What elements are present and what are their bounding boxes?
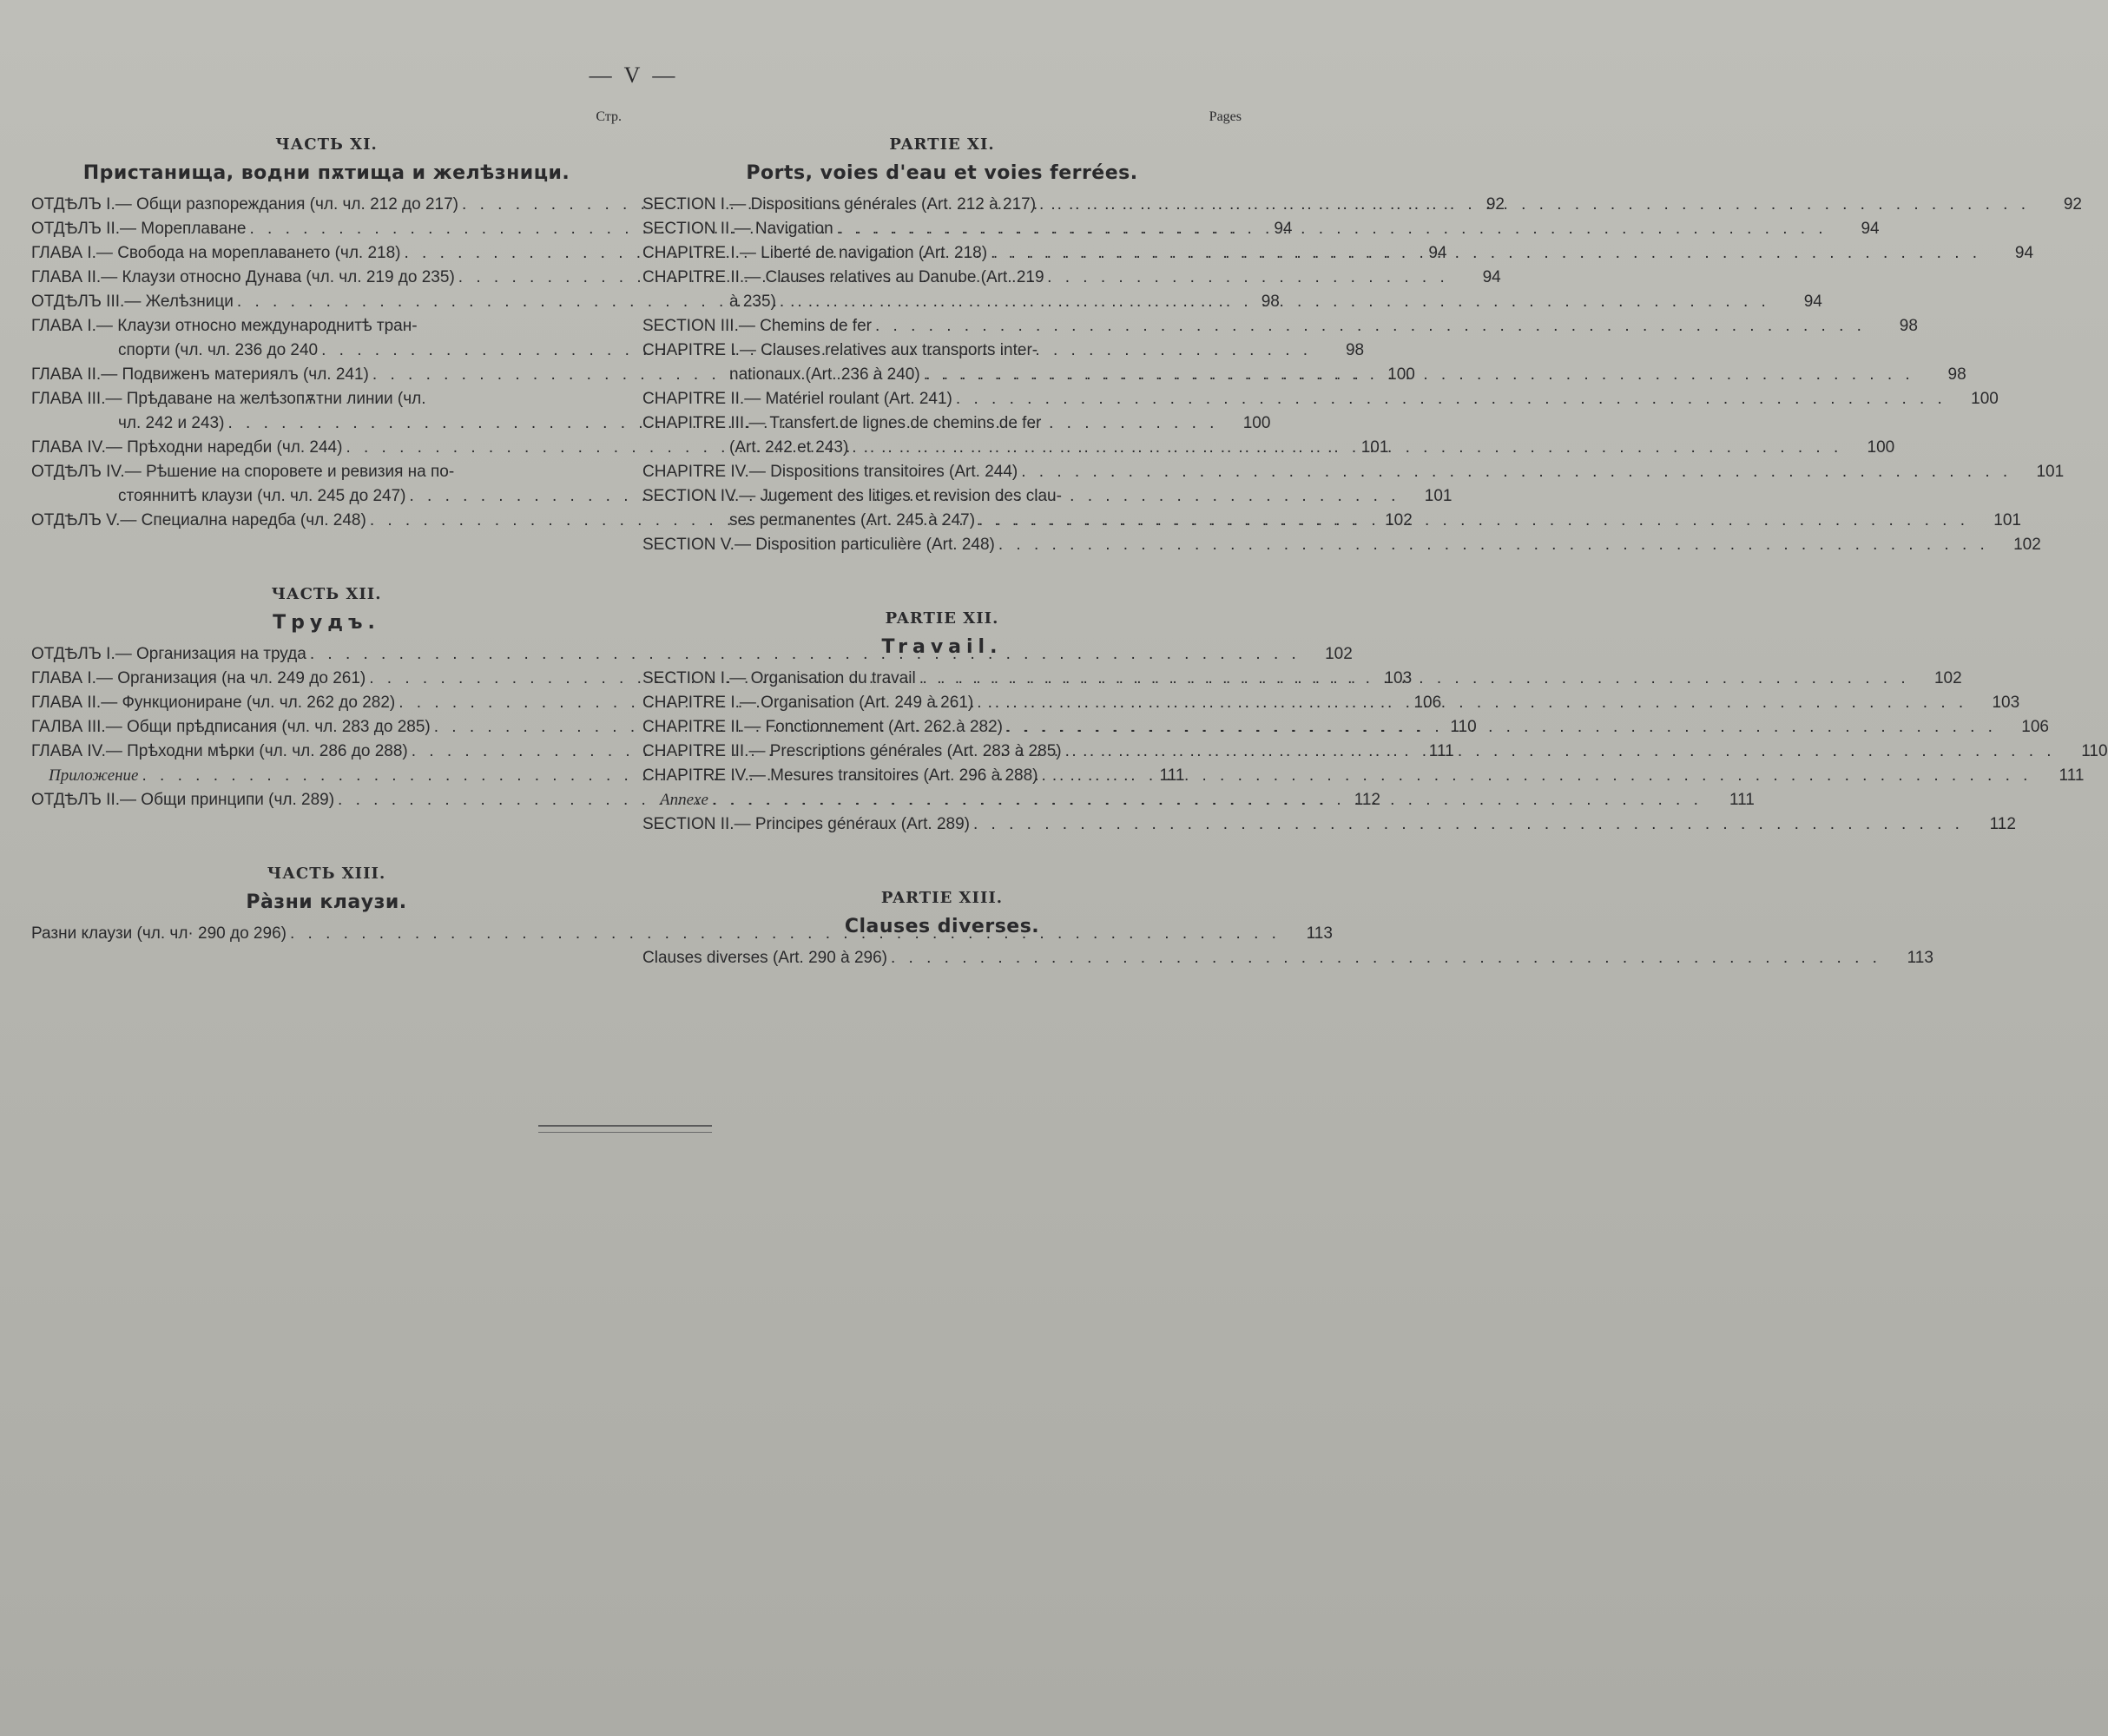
- toc-entry: [642, 764, 2085, 788]
- toc-entry-label: ГЛАВА I.: [31, 317, 96, 335]
- toc-entry-title: — Общи разпореждания (чл. чл. 212 до 217): [115, 195, 459, 214]
- toc-entry-page: 101: [1360, 438, 1389, 457]
- toc-entry-title: чл. 242 и 243): [118, 414, 225, 432]
- dot-leader: [1041, 764, 2032, 788]
- part-heading: ЧАСТЬ XI.: [275, 135, 378, 154]
- toc-entry-page: 101: [1424, 487, 1453, 505]
- toc-entry-page: 94: [1274, 220, 1293, 238]
- toc-entry-label: Annexe: [660, 791, 708, 809]
- toc-entry: [642, 266, 1242, 290]
- toc-entry-label: CHAPITRE III.: [642, 414, 749, 432]
- toc-entry: [642, 946, 1933, 970]
- toc-entry-label: ГЛАВА II.: [31, 365, 102, 384]
- toc-entry-label: ГЛАВА IV.: [31, 438, 106, 457]
- toc-entry-label: CHAPITRE I.: [642, 341, 740, 359]
- toc-entry: [642, 217, 1880, 241]
- toc-entry-label: ГЛАВА III.: [31, 390, 106, 408]
- toc-entry-label: SECTION I.: [642, 669, 730, 687]
- toc-entry-title: — Dispositions générales (Art. 212 à 217): [729, 195, 1037, 214]
- toc-entry-label: ГАЛВА III.: [31, 718, 106, 736]
- toc-entry-title: — Мореплаване: [120, 220, 247, 238]
- toc-entry-title: — Principes généraux (Art. 289): [734, 815, 970, 833]
- pages-header: Pages: [1209, 109, 1242, 124]
- toc-entry-page: 112: [1354, 791, 1380, 809]
- toc-entry-page: 100: [1242, 414, 1271, 432]
- toc-entry-title: — Рѣшение на споровете и ревизия на по-: [124, 463, 455, 481]
- toc-entry-label: CHAPITRE II.: [642, 268, 745, 286]
- part-heading: ЧАСТЬ XIII.: [267, 865, 386, 883]
- toc-entry-page: 110: [2081, 742, 2108, 760]
- dot-leader: [852, 436, 1842, 460]
- toc-entry-page: 101: [2036, 463, 2065, 481]
- toc-entry-page: 110: [1450, 718, 1477, 736]
- toc-entry-label: CHAPITRE I.: [642, 694, 740, 712]
- toc-entry-title: — Желѣзници: [124, 293, 234, 311]
- toc-entry-label: ГЛАВА II.: [31, 694, 102, 712]
- toc-entry-page: 94: [2014, 244, 2034, 262]
- part-title: Трудъ.: [273, 612, 380, 634]
- page-number: — V —: [589, 62, 679, 88]
- toc-entry-title: — Fonctionnement (Art. 262 à 282): [744, 718, 1004, 736]
- toc-entry-title: — Navigation: [734, 220, 833, 238]
- toc-entry-title: — Chemins de fer: [738, 317, 872, 335]
- toc-entry-title: — Liberté de navigation (Art. 218): [739, 244, 988, 262]
- toc-entry-label: ОТДѢЛЪ I.: [31, 645, 115, 663]
- toc-entry-page: 111: [1428, 742, 1454, 760]
- toc-entry-title: стояннитѣ клаузи (чл. чл. 245 до 247): [118, 487, 406, 505]
- toc-entry-label: ОТДѢЛЪ V.: [31, 511, 121, 529]
- toc-list: [642, 946, 1933, 970]
- toc-entry-title: — Jugement des litiges et revision des clau-: [739, 487, 1062, 505]
- toc-entry: [642, 387, 1999, 411]
- toc-entry-page: 98: [1947, 365, 1966, 384]
- toc-entry-title: — Clauses relatives aux transports inter-: [739, 341, 1038, 359]
- dot-leader: [780, 290, 1770, 314]
- toc-entry-title: — Клаузи относно международнитѣ тран-: [96, 317, 418, 335]
- part-heading: PARTIE XI.: [889, 135, 995, 154]
- toc-entry-title: — Организация (на чл. 249 до 261): [96, 669, 366, 687]
- toc-entry: [642, 339, 1242, 363]
- toc-entry-label: SECTION V.: [642, 536, 735, 554]
- toc-entry-page: 92: [1485, 195, 1505, 214]
- toc-entry: [642, 411, 1242, 436]
- toc-entry-label: CHAPITRE I.: [642, 244, 740, 262]
- toc-entry-title: à 235): [729, 293, 776, 311]
- toc-entry-label: SECTION III.: [642, 317, 739, 335]
- toc-entry-label: CHAPITRE II.: [642, 718, 745, 736]
- toc-entry-page: 102: [1933, 669, 1962, 687]
- part-title: Clauses diverses.: [844, 916, 1040, 937]
- part-title: Ports, voies d'eau et voies ferrées.: [746, 162, 1138, 184]
- toc-entry-label: ОТДѢЛЪ II.: [31, 791, 121, 809]
- toc-entry-title: — Dispositions transitoires (Art. 244): [748, 463, 1018, 481]
- toc-entry-title: — Общи прѣдписания (чл. чл. 283 до 285): [105, 718, 431, 736]
- part-title: Travail.: [881, 636, 1003, 658]
- dot-leader: [1006, 715, 1997, 740]
- toc-entry: [31, 387, 622, 411]
- dot-leader: [891, 946, 1881, 970]
- toc-entry-label: ОТДѢЛЪ III.: [31, 293, 125, 311]
- toc-entry-page: 94: [1861, 220, 1880, 238]
- toc-entry-page: 100: [1971, 390, 1999, 408]
- toc-entry-page: 98: [1345, 341, 1365, 359]
- toc-entry-page: 103: [1384, 669, 1413, 687]
- dot-leader: [1039, 193, 2030, 217]
- toc-entry-page: 111: [1159, 766, 1185, 785]
- toc-entry-title: спорти (чл. чл. 236 до 240: [118, 341, 319, 359]
- toc-entry-page: 111: [1729, 791, 1755, 809]
- toc-entry-title: — Специална наредба (чл. 248): [120, 511, 366, 529]
- toc-entry-page: 106: [1413, 694, 1442, 712]
- dot-leader: [956, 387, 1947, 411]
- toc-entry-page: 103: [1992, 694, 2020, 712]
- toc-entry-title: — Prescriptions générales (Art. 283 à 285): [748, 742, 1062, 760]
- dot-leader: [998, 533, 1989, 557]
- toc-entry-page: 100: [1387, 365, 1415, 384]
- toc-entry: [642, 460, 2065, 484]
- dot-leader: [924, 363, 1914, 387]
- toc-entry-label: ОТДѢЛЪ II.: [31, 220, 121, 238]
- toc-entry: [31, 460, 622, 484]
- toc-entry-page: 112: [1989, 815, 2016, 833]
- toc-entry-title: — Transfert de lignes de chemins de fer: [748, 414, 1042, 432]
- toc-entry-title: nationaux (Art. 236 à 240): [729, 365, 920, 384]
- toc-entry: [642, 812, 2016, 837]
- dot-leader: [977, 691, 1967, 715]
- toc-list: [642, 193, 2082, 557]
- toc-entry-label: CHAPITRE III.: [642, 742, 749, 760]
- toc-entry-title: (Art. 242 et 243): [729, 438, 849, 457]
- toc-entry-label: CHAPITRE IV.: [642, 463, 749, 481]
- part-title: Пристанища, водни пѫтища и желѣзници.: [82, 162, 570, 184]
- dot-leader: [837, 217, 1828, 241]
- toc-entry-page: 102: [2013, 536, 2041, 554]
- toc-entry-label: ГЛАВА I.: [31, 669, 96, 687]
- toc-entry-label: SECTION II.: [642, 815, 735, 833]
- toc-entry-page: 113: [1907, 949, 1933, 967]
- toc-entry-title: — Подвиженъ материялъ (чл. 241): [101, 365, 369, 384]
- toc-entry: [642, 241, 2034, 266]
- toc-entry-title: — Прѣходни мѣрки (чл. чл. 286 до 288): [105, 742, 408, 760]
- toc-entry-label: SECTION IV.: [642, 487, 740, 505]
- toc-entry-page: 106: [2021, 718, 2049, 736]
- toc-list: [642, 667, 2108, 837]
- toc-entry-label: Приложение: [49, 766, 139, 785]
- toc-entry-page: 98: [1261, 293, 1280, 311]
- toc-entry-title: — Свобода на мореплаването (чл. 218): [96, 244, 401, 262]
- toc-entry-page: 92: [2063, 195, 2082, 214]
- dot-leader: [991, 241, 1981, 266]
- toc-entry-page: 111: [2059, 766, 2085, 785]
- part-heading: ЧАСТЬ XII.: [271, 585, 382, 603]
- toc-entry-label: ОТДѢЛЪ IV.: [31, 463, 125, 481]
- closing-rule: [538, 1125, 712, 1133]
- toc-entry-label: Разни клаузи (чл. чл· 290 до 296): [31, 924, 287, 943]
- toc-entry-title: ses permanentes (Art. 245 à 247): [729, 511, 976, 529]
- toc-entry-label: ГЛАВА IV.: [31, 742, 106, 760]
- dot-leader: [978, 509, 1969, 533]
- toc-entry-page: 98: [1899, 317, 1918, 335]
- dot-leader: [875, 314, 1866, 339]
- toc-entry: [642, 484, 1242, 509]
- toc-entry-page: 101: [1993, 511, 2021, 529]
- toc-entry-title: — Disposition particulière (Art. 248): [734, 536, 995, 554]
- toc-entry-page: 113: [1306, 924, 1333, 943]
- toc-entry-label: ГЛАВА II.: [31, 268, 102, 286]
- dot-leader: [712, 788, 1703, 812]
- toc-entry-title: — Matériel roulant (Art. 241): [744, 390, 952, 408]
- toc-entry-label: CHAPITRE II.: [642, 390, 745, 408]
- toc-entry-page: 94: [1803, 293, 1822, 311]
- toc-entry-label: CHAPITRE IV.: [642, 766, 749, 785]
- toc-entry-title: — Клаузи относно Дунава (чл. чл. 219 до 235): [101, 268, 455, 286]
- toc-entry: [642, 314, 1918, 339]
- toc-entry-title: — Organisation (Art. 249 à 261): [739, 694, 974, 712]
- toc-entry-label: ГЛАВА I.: [31, 244, 96, 262]
- toc-entry-title: — Прѣдаване на желѣзопѫтни линии (чл.: [105, 390, 426, 408]
- toc-column-french: [642, 109, 2108, 970]
- toc-entry-page: 102: [1385, 511, 1413, 529]
- dot-leader: [919, 667, 1910, 691]
- toc-entry-title: — Организация на труда: [115, 645, 306, 663]
- toc-entry-page: 100: [1867, 438, 1895, 457]
- toc-entry-title: — Функциониране (чл. чл. 262 до 282): [101, 694, 396, 712]
- part-heading: PARTIE XIII.: [880, 889, 1004, 907]
- toc-entry-label: SECTION I.: [642, 195, 730, 214]
- part-heading: PARTIE XII.: [885, 609, 999, 628]
- toc-entry-page: 94: [1428, 244, 1447, 262]
- dot-leader: [1021, 460, 2012, 484]
- toc-entry-label: Clauses diverses (Art. 290 à 296): [642, 949, 887, 967]
- part-title: Ра̀зни клаузи.: [246, 891, 407, 913]
- toc-entry-title: — Mesures transitoires (Art. 296 à 288): [748, 766, 1038, 785]
- toc-entry: [642, 193, 2082, 217]
- toc-entry-title: — Clauses relatives au Danube (Art. 219: [744, 268, 1044, 286]
- pages-header: Стр.: [596, 109, 622, 124]
- toc-entry-title: — Organisation du travail: [729, 669, 916, 687]
- dot-leader: [1065, 740, 2056, 764]
- toc-entry-title: — Общи принципи (чл. 289): [120, 791, 335, 809]
- dot-leader: [973, 812, 1964, 837]
- toc-entry-page: 102: [1325, 645, 1353, 663]
- toc-entry-title: — Прѣходни наредби (чл. 244): [105, 438, 343, 457]
- toc-entry: [31, 314, 622, 339]
- toc-entry-label: SECTION II.: [642, 220, 735, 238]
- toc-entry: [642, 533, 2041, 557]
- toc-entry-label: ОТДѢЛЪ I.: [31, 195, 115, 214]
- toc-entry-page: 94: [1482, 268, 1501, 286]
